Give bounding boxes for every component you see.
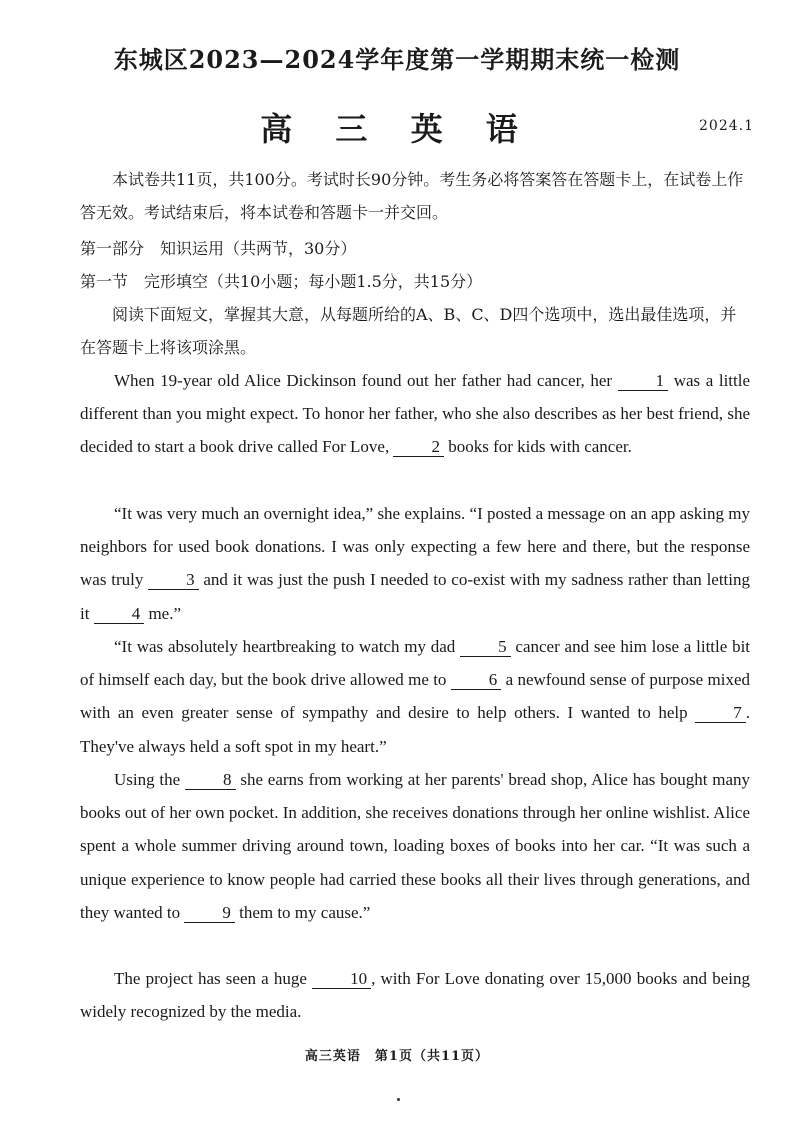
part1-heading: 第一部分 知识运用（共两节，30分） [80,239,357,258]
passage-text: a newfound sense of purpose mixed with an even greater sense of sympathy and desire to help others. I wanted to help [80,670,751,723]
passage-text: she earns from working at her parents' bread shop, Alice has bought many books out of her own pocket. In addition, she receives donations through her online wishlist. Alice spent a whole summer driving around town, loading boxes of books into her car. “It was such a unique experience to know people had carried these books all their lives through generations, and they wanted to [80,770,751,922]
passage-paragraph-4 [80,763,750,929]
section1-heading: 第一节 完形填空（共10小题；每小题1.5分，共15分） [80,272,483,291]
blank-9: 9 [184,904,235,923]
subject-title: 高 三 英 语 [260,110,534,148]
passage-text: . They've always held a soft spot in my heart.” [80,703,750,756]
passage-text: them to my cause.” [239,902,371,922]
section1-directions: 阅读下面短文，掌握其大意，从每题所给的A、B、C、D四个选项中，选出最佳选项，并在答题卡上将该项涂黑。 [80,305,737,357]
passage-text: Using the [114,770,181,789]
exam-date: 2024.1 [699,118,754,134]
blank-2: 2 [393,438,444,457]
passage-paragraph-2 [80,497,750,630]
passage-paragraph-5 [80,962,750,1028]
passage-paragraph-1 [80,364,750,464]
blank-3: 3 [148,571,199,590]
passage-text: me.” [148,603,182,623]
passage-text: When 19-year old Alice Dickinson found out her father had cancer, her [114,371,613,390]
passage-text: books for kids with cancer. [448,437,632,457]
blank-1: 1 [618,372,669,391]
blank-6: 6 [451,671,502,690]
passage-text: “It was very much an overnight idea,” she explains. “I posted a message on an app asking my neighbors for used book donations. I was only expecting a few here and there, but the response was truly [80,504,750,590]
blank-10: 10 [312,970,371,989]
blank-8: 8 [185,771,236,790]
passage-text: “It was absolutely heartbreaking to watch my dad [114,637,456,656]
passage-paragraph-3 [80,630,750,763]
passage-text: cancer and see him lose a little bit of himself each day, but the book drive allowed me to [80,637,751,690]
passage-text: The project has seen a huge [114,969,307,988]
passage-text: , with For Love donating over 15,000 books and being widely recognized by the media. [80,969,750,1022]
page-footer: 高三英语 第1页（共11页） [304,1049,490,1064]
blank-7: 7 [695,704,746,723]
blank-4: 4 [94,605,145,624]
exam-title: 东城区2023—2024学年度第一学期期末统一检测 [113,45,681,74]
exam-instructions: 本试卷共11页，共100分。考试时长90分钟。考生务必将答案答在答题卡上，在试卷上作答无效。考试结束后，将本试卷和答题卡一并交回。 [80,170,744,222]
passage-text: was a little different than you might expect. To honor her father, who she also describes as her best friend, she decided to start a book drive called For Love, [80,371,751,457]
page-dot [397,1098,400,1101]
blank-5: 5 [460,638,511,657]
passage-text: and it was just the push I needed to co-exist with my sadness rather than letting it [80,570,751,623]
